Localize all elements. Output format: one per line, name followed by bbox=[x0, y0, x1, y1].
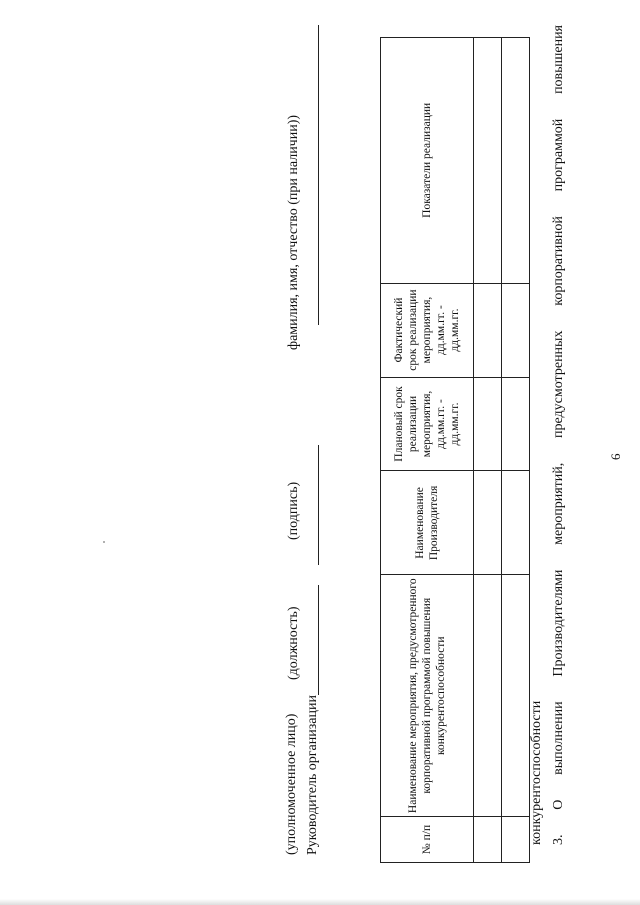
table-cell bbox=[502, 817, 530, 863]
table-row bbox=[502, 38, 530, 863]
scan-edge bbox=[0, 899, 640, 905]
signatory-label: Руководитель организации bbox=[305, 695, 320, 855]
name-line bbox=[318, 25, 319, 325]
table-cell bbox=[474, 817, 502, 863]
signature-line bbox=[318, 445, 319, 565]
table-cell bbox=[502, 283, 530, 377]
name-caption: фамилия, имя, отчество (при наличии)) bbox=[286, 114, 301, 350]
table-cell bbox=[502, 575, 530, 817]
table-cell bbox=[474, 575, 502, 817]
signature-caption: (подпись) bbox=[286, 481, 301, 540]
section-heading: 3. О выполнении Производителями мероприятий, предусмотренных корпоративной программой повышения bbox=[551, 25, 566, 845]
signatory-sublabel: (уполномоченное лицо) bbox=[284, 713, 299, 855]
table-row bbox=[474, 38, 502, 863]
table-cell bbox=[474, 283, 502, 377]
position-caption: (должность) bbox=[286, 606, 301, 680]
header-cell-number: № п/п bbox=[381, 817, 474, 863]
table-cell bbox=[474, 377, 502, 471]
page-number: 6 bbox=[608, 453, 623, 460]
section-heading-continued: конкурентоспособности bbox=[529, 700, 544, 845]
table-cell bbox=[502, 377, 530, 471]
table-cell bbox=[502, 38, 530, 284]
table-cell bbox=[474, 38, 502, 284]
scan-speck bbox=[103, 541, 105, 543]
table-cell bbox=[474, 471, 502, 575]
header-cell-measure-name: Наименование мероприятия, предусмотренного корпоративной программой повышения конкурентоспособности bbox=[381, 575, 474, 817]
position-line bbox=[318, 585, 319, 695]
measures-table bbox=[380, 37, 530, 863]
header-cell-planned-period: Плановый срок реализации мероприятия, дд.мм.гг. - дд.мм.гг. bbox=[381, 377, 474, 471]
header-cell-producer-name: Наименование Производителя bbox=[381, 471, 474, 575]
header-cell-indicators: Показатели реализации bbox=[381, 38, 474, 284]
header-cell-actual-period: Фактический срок реализации мероприятия, дд.мм.гг. - дд.мм.гг. bbox=[381, 283, 474, 377]
table-header-row bbox=[381, 38, 474, 863]
table-cell bbox=[502, 471, 530, 575]
